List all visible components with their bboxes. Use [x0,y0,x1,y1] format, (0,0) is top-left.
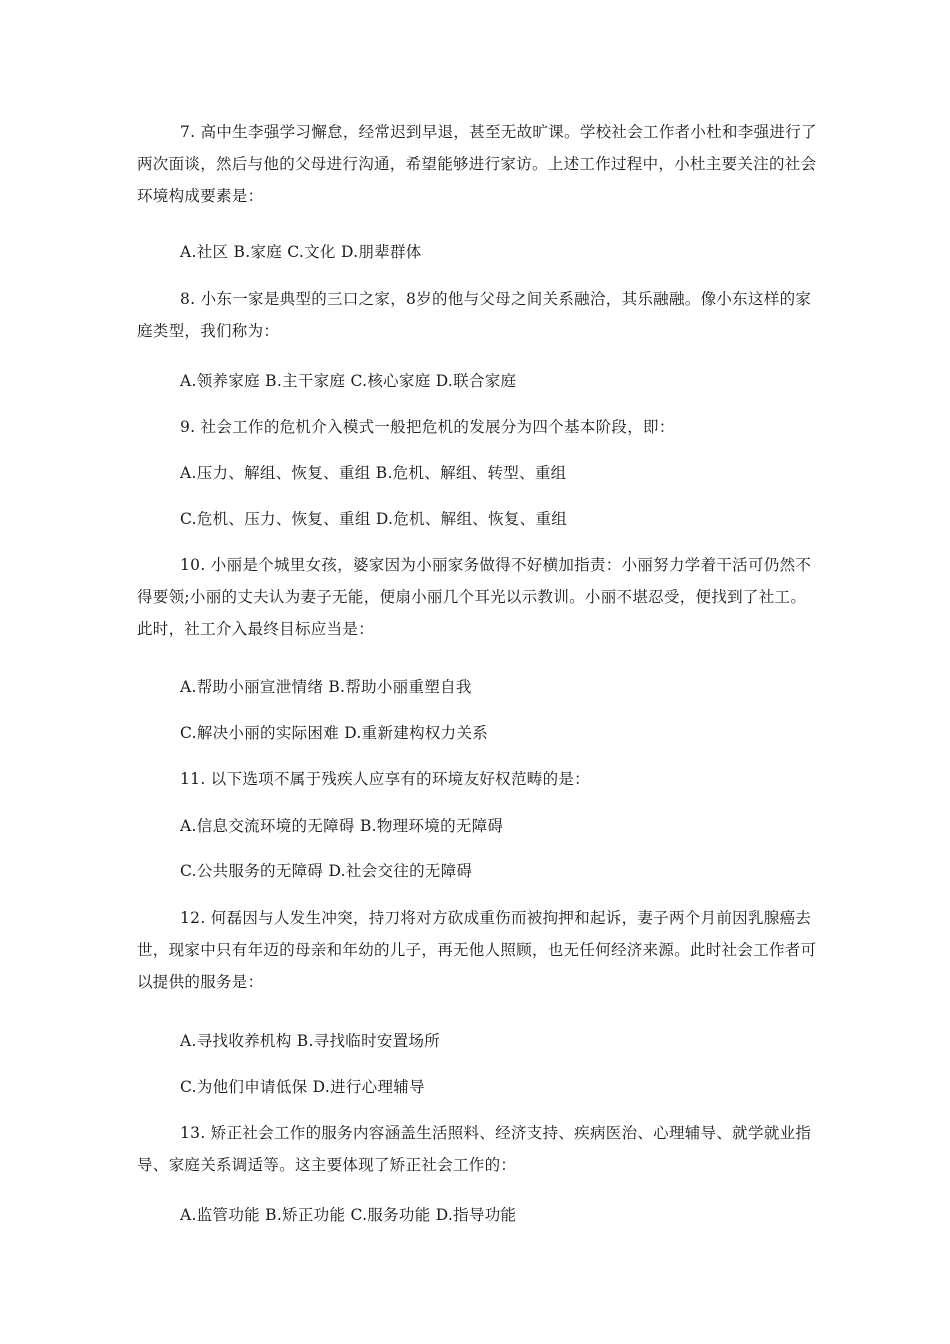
question-10-options-line-2: C.解决小丽的实际困难 D.重新建构权力关系 [180,724,489,742]
question-8-options: A.领养家庭 B.主干家庭 C.核心家庭 D.联合家庭 [180,372,517,390]
question-11-stem: 11. 以下选项不属于残疾人应享有的环境友好权范畴的是： [180,770,590,788]
question-13-options: A.监管功能 B.矫正功能 C.服务功能 D.指导功能 [180,1206,517,1224]
question-12-stem: 12. 何磊因与人发生冲突，持刀将对方砍成重伤而被拘押和起诉，妻子两个月前因乳腺癌去世，现家中只有年迈的母亲和年幼的儿子，再无他人照顾，也无任何经济来源。此时社会工作者可以提供的服务是： [137,909,817,991]
question-9-options-line-1: A.压力、解组、恢复、重组 B.危机、解组、转型、重组 [180,464,567,482]
question-12-options-line-2: C.为他们申请低保 D.进行心理辅导 [180,1078,425,1096]
question-7-stem: 7. 高中生李强学习懈怠，经常迟到早退，甚至无故旷课。学校社会工作者小杜和李强进行了两次面谈，然后与他的父母进行沟通，希望能够进行家访。上述工作过程中，小杜主要关注的社会环境构成要素是： [137,123,817,205]
question-11-options-line-1: A.信息交流环境的无障碍 B.物理环境的无障碍 [180,817,504,835]
question-7-options: A.社区 B.家庭 C.文化 D.朋辈群体 [180,243,422,261]
question-12-options-line-1: A.寻找收养机构 B.寻找临时安置场所 [180,1032,441,1050]
question-9-options-line-2: C.危机、压力、恢复、重组 D.危机、解组、恢复、重组 [180,510,568,528]
question-10-options-line-1: A.帮助小丽宣泄情绪 B.帮助小丽重塑自我 [180,678,472,696]
question-8-stem: 8. 小东一家是典型的三口之家，8岁的他与父母之间关系融洽，其乐融融。像小东这样的家庭类型，我们称为： [137,290,812,340]
question-9-stem: 9. 社会工作的危机介入模式一般把危机的发展分为四个基本阶段，即： [180,418,675,436]
question-13-stem: 13. 矫正社会工作的服务内容涵盖生活照料、经济支持、疾病医治、心理辅导、就学就业指导、家庭关系调适等。这主要体现了矫正社会工作的： [137,1124,812,1174]
question-11-options-line-2: C.公共服务的无障碍 D.社会交往的无障碍 [180,862,473,880]
question-10-stem: 10. 小丽是个城里女孩，婆家因为小丽家务做得不好横加指责：小丽努力学着干活可仍然不得要领;小丽的丈夫认为妻子无能，便扇小丽几个耳光以示教训。小丽不堪忍受，便找到了社工。此时，社工介入最终目标应当是： [137,556,812,638]
